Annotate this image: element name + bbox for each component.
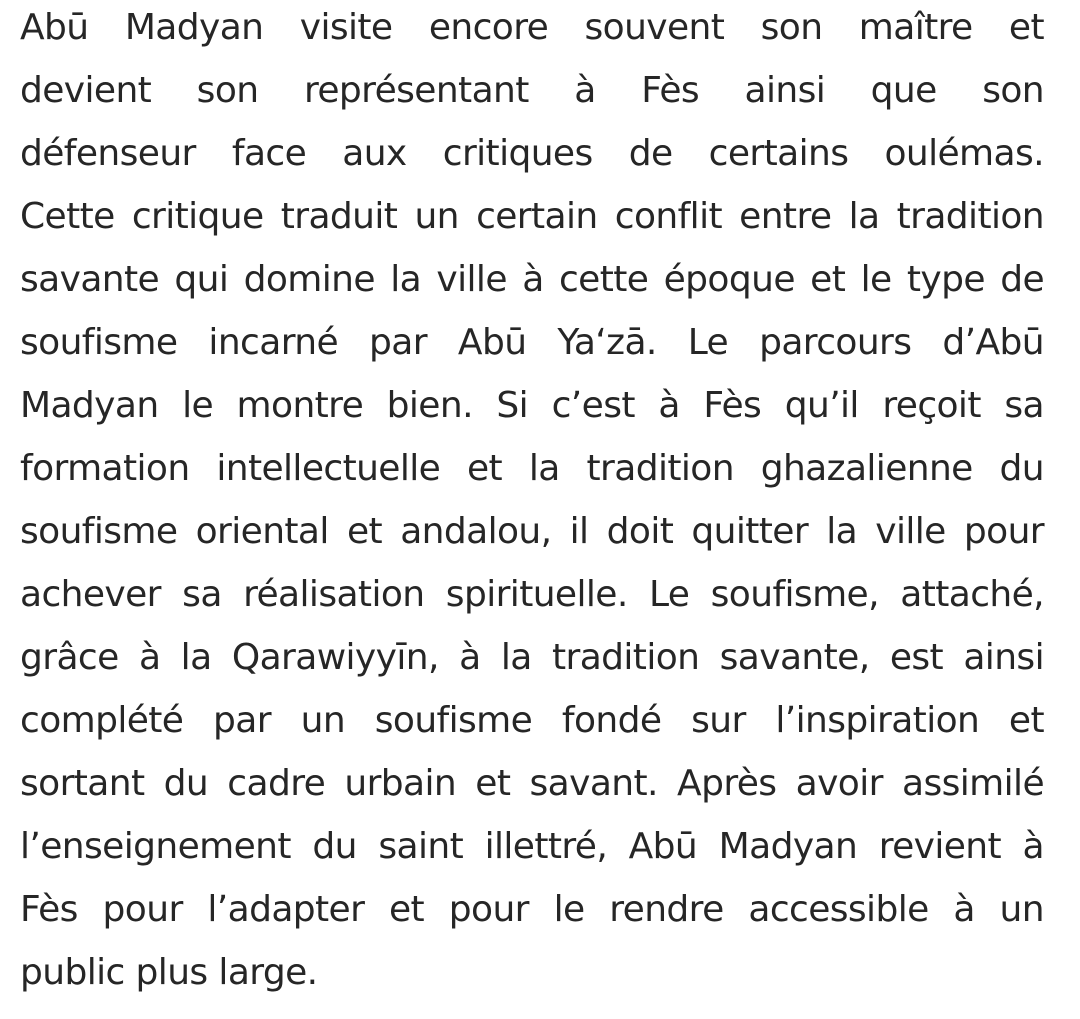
paragraph-line: l’enseignement du saint illettré, Abū Madyan revient à <box>20 826 1044 867</box>
paragraph-line: savante qui domine la ville à cette époque et le type de <box>20 259 1044 300</box>
document-page <box>20 0 1044 1019</box>
paragraph-line: sortant du cadre urbain et savant. Après avoir assimilé <box>20 763 1044 804</box>
paragraph-line: complété par un soufisme fondé sur l’inspiration et <box>20 700 1044 741</box>
paragraph-line: public plus large. <box>20 952 318 993</box>
paragraph-line: devient son représentant à Fès ainsi que son <box>20 70 1044 111</box>
paragraph-line: Madyan le montre bien. Si c’est à Fès qu’il reçoit sa <box>20 385 1044 426</box>
paragraph-line: achever sa réalisation spirituelle. Le soufisme, attaché, <box>20 574 1044 615</box>
paragraph-line: formation intellectuelle et la tradition ghazalienne du <box>20 448 1044 489</box>
paragraph-line: Cette critique traduit un certain conflit entre la tradition <box>20 196 1044 237</box>
paragraph-line: soufisme oriental et andalou, il doit quitter la ville pour <box>20 511 1044 552</box>
paragraph-line: grâce à la Qarawiyyīn, à la tradition savante, est ainsi <box>20 637 1044 678</box>
paragraph-line: soufisme incarné par Abū Ya‘zā. Le parcours d’Abū <box>20 322 1044 363</box>
paragraph-line: Fès pour l’adapter et pour le rendre accessible à un <box>20 889 1044 930</box>
paragraph-line: défenseur face aux critiques de certains oulémas. <box>20 133 1044 174</box>
paragraph-line: Abū Madyan visite encore souvent son maître et <box>20 7 1044 48</box>
